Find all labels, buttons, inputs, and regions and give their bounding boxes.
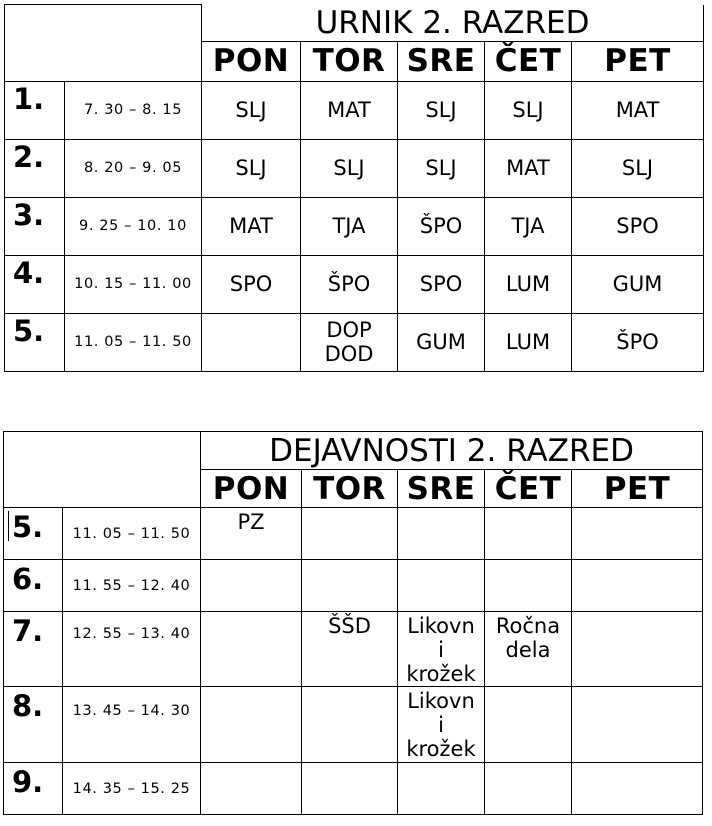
activity-cell bbox=[302, 763, 398, 815]
period-number: 1. bbox=[5, 81, 65, 139]
period-number: 7. bbox=[4, 612, 63, 687]
period-number: 3. bbox=[5, 197, 65, 255]
schedule-title: URNIK 2. RAZRED bbox=[202, 5, 704, 42]
activity-cell bbox=[485, 560, 572, 612]
activity-cell bbox=[485, 763, 572, 815]
schedule-day-cet: ČET bbox=[485, 41, 572, 81]
activities-row bbox=[4, 763, 703, 815]
activities-title: DEJAVNOSTI 2. RAZRED bbox=[201, 432, 703, 470]
period-time: 10. 15 – 11. 00 bbox=[65, 255, 202, 313]
activity-cell: Likovn i krožek bbox=[398, 687, 485, 763]
lesson-cell: SLJ bbox=[485, 81, 572, 139]
schedule-day-tor: TOR bbox=[301, 41, 398, 81]
lesson-cell: SLJ bbox=[398, 81, 485, 139]
period-time: 8. 20 – 9. 05 bbox=[65, 139, 202, 197]
schedule-day-pon: PON bbox=[202, 41, 301, 81]
schedule-day-sre: SRE bbox=[398, 41, 485, 81]
activity-cell bbox=[485, 508, 572, 560]
lesson-cell: MAT bbox=[301, 81, 398, 139]
activities-row bbox=[4, 687, 703, 763]
activities-day-pon: PON bbox=[201, 470, 302, 508]
activity-cell bbox=[398, 508, 485, 560]
schedule-row bbox=[5, 313, 704, 371]
activity-cell bbox=[201, 763, 302, 815]
lesson-cell: GUM bbox=[398, 313, 485, 371]
period-number: 8. bbox=[4, 687, 63, 763]
activity-cell bbox=[201, 687, 302, 763]
lesson-cell: SPO bbox=[398, 255, 485, 313]
lesson-cell: ŠPO bbox=[301, 255, 398, 313]
lesson-cell: MAT bbox=[572, 81, 704, 139]
period-number: 4. bbox=[5, 255, 65, 313]
activity-cell bbox=[572, 560, 703, 612]
activity-cell bbox=[572, 612, 703, 687]
lesson-cell: TJA bbox=[485, 197, 572, 255]
schedule-row bbox=[5, 255, 704, 313]
period-number: 2. bbox=[5, 139, 65, 197]
text-cursor bbox=[8, 511, 9, 541]
schedule-corner-cell bbox=[5, 5, 202, 82]
period-number: 5. bbox=[5, 313, 65, 371]
activity-cell bbox=[201, 612, 302, 687]
activities-day-sre: SRE bbox=[398, 470, 485, 508]
activity-cell bbox=[572, 508, 703, 560]
activity-cell: ŠŠD bbox=[302, 612, 398, 687]
lesson-cell: SLJ bbox=[572, 139, 704, 197]
activities-day-cet: ČET bbox=[485, 470, 572, 508]
activities-row bbox=[4, 508, 703, 560]
lesson-cell: GUM bbox=[572, 255, 704, 313]
activities-corner-cell bbox=[4, 432, 201, 508]
lesson-cell: TJA bbox=[301, 197, 398, 255]
schedule-row bbox=[5, 81, 704, 139]
lesson-cell: LUM bbox=[485, 255, 572, 313]
schedule-table bbox=[4, 4, 704, 372]
lesson-cell: ŠPO bbox=[398, 197, 485, 255]
lesson-cell: SPO bbox=[202, 255, 301, 313]
activity-cell: Likovn i krožek bbox=[398, 612, 485, 687]
activity-cell bbox=[201, 560, 302, 612]
activity-cell bbox=[398, 560, 485, 612]
period-number: 9. bbox=[4, 763, 63, 815]
lesson-cell: ŠPO bbox=[572, 313, 704, 371]
activity-cell bbox=[302, 687, 398, 763]
period-time: 12. 55 – 13. 40 bbox=[63, 612, 201, 687]
schedule-day-pet: PET bbox=[572, 41, 704, 81]
lesson-cell: SLJ bbox=[202, 139, 301, 197]
period-time: 11. 55 – 12. 40 bbox=[63, 560, 201, 612]
schedule-row bbox=[5, 139, 704, 197]
activities-day-tor: TOR bbox=[302, 470, 398, 508]
lesson-cell: SLJ bbox=[301, 139, 398, 197]
activity-cell bbox=[398, 763, 485, 815]
activity-cell: PZ bbox=[201, 508, 302, 560]
activity-cell bbox=[572, 687, 703, 763]
period-number: 6. bbox=[4, 560, 63, 612]
activity-cell bbox=[572, 763, 703, 815]
lesson-cell: LUM bbox=[485, 313, 572, 371]
activity-cell bbox=[485, 687, 572, 763]
lesson-cell bbox=[202, 313, 301, 371]
period-time: 13. 45 – 14. 30 bbox=[63, 687, 201, 763]
activity-cell bbox=[302, 560, 398, 612]
period-time: 14. 35 – 15. 25 bbox=[63, 763, 201, 815]
lesson-cell: SPO bbox=[572, 197, 704, 255]
activities-table bbox=[3, 431, 703, 815]
period-time: 11. 05 – 11. 50 bbox=[65, 313, 202, 371]
period-number: 5. bbox=[4, 508, 63, 560]
period-time: 7. 30 – 8. 15 bbox=[65, 81, 202, 139]
lesson-cell: MAT bbox=[202, 197, 301, 255]
activity-cell: Ročna dela bbox=[485, 612, 572, 687]
lesson-cell: SLJ bbox=[398, 139, 485, 197]
activities-row bbox=[4, 560, 703, 612]
lesson-cell: SLJ bbox=[202, 81, 301, 139]
lesson-cell: DOP DOD bbox=[301, 313, 398, 371]
lesson-cell: MAT bbox=[485, 139, 572, 197]
activities-row bbox=[4, 612, 703, 687]
period-time: 9. 25 – 10. 10 bbox=[65, 197, 202, 255]
schedule-row bbox=[5, 197, 704, 255]
period-time: 11. 05 – 11. 50 bbox=[63, 508, 201, 560]
activities-day-pet: PET bbox=[572, 470, 703, 508]
activity-cell bbox=[302, 508, 398, 560]
